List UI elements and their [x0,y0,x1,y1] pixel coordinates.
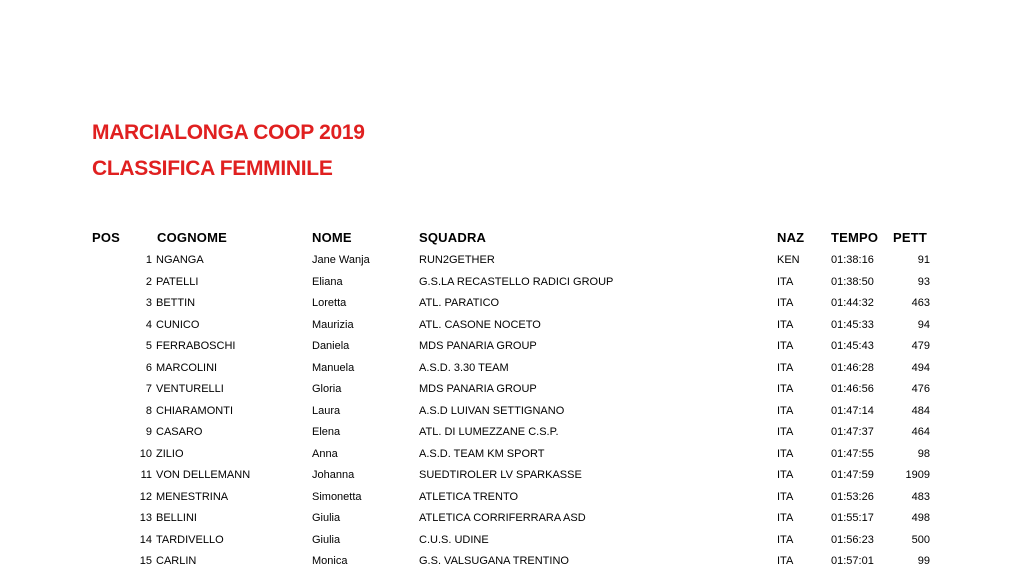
cell-pett: 99 [917,555,930,567]
document-title: MARCIALONGA COOP 2019 [92,121,365,144]
cell-naz: ITA [777,447,794,460]
cell-cognome: CHIARAMONTI [156,404,233,417]
cell-squadra: MDS PANARIA GROUP [419,340,537,352]
cell-pett: 500 [911,533,930,546]
cell-squadra: ATL. DI LUMEZZANE C.S.P. [419,426,559,438]
cell-cognome: MARCOLINI [156,361,218,374]
cell-tempo: 01:44:32 [831,297,874,309]
cell-squadra: G.S.LA RECASTELLO RADICI GROUP [419,275,614,288]
table-row [0,362,1024,383]
cell-nome: Manuela [312,361,355,374]
cell-pos: 9 [145,426,152,438]
cell-nome: Johanna [312,469,355,481]
cell-squadra: ATL. CASONE NOCETO [419,318,541,331]
cell-tempo: 01:38:16 [831,254,874,266]
header-tempo: TEMPO [831,230,879,245]
cell-pett: 479 [911,340,930,352]
cell-naz: ITA [777,533,794,546]
cell-pos: 6 [145,361,152,374]
cell-squadra: A.S.D. 3.30 TEAM [419,361,509,374]
cell-squadra: SUEDTIROLER LV SPARKASSE [419,469,582,481]
cell-nome: Simonetta [312,490,362,503]
cell-pett: 464 [911,426,930,438]
header-pos: POS [92,230,121,245]
table-row [0,254,1024,275]
cell-cognome: TARDIVELLO [156,533,224,546]
cell-nome: Eliana [312,275,343,288]
document-subtitle: CLASSIFICA FEMMINILE [92,157,333,180]
cell-pos: 10 [139,447,152,460]
cell-squadra: A.S.D. TEAM KM SPORT [419,447,545,460]
table-row [0,491,1024,512]
table-row [0,555,1024,576]
header-cognome: COGNOME [157,230,228,245]
cell-pett: 98 [917,447,930,460]
cell-cognome: MENESTRINA [156,490,229,503]
cell-pett: 494 [911,361,930,374]
cell-cognome: VENTURELLI [156,383,224,395]
cell-squadra: MDS PANARIA GROUP [419,383,537,395]
cell-pos: 12 [139,490,152,503]
cell-pos: 7 [145,383,152,395]
cell-pos: 11 [140,469,152,481]
cell-tempo: 01:46:28 [831,361,874,374]
cell-nome: Loretta [312,297,347,309]
table-row [0,448,1024,469]
table-row [0,469,1024,490]
cell-cognome: PATELLI [156,275,199,288]
cell-tempo: 01:53:26 [831,490,874,503]
cell-squadra: C.U.S. UDINE [419,533,489,546]
cell-pett: 94 [917,318,930,331]
table-row [0,276,1024,297]
cell-naz: ITA [777,275,794,288]
header-pett: PETT [893,230,928,245]
cell-cognome: CUNICO [156,318,200,331]
cell-nome: Laura [312,404,341,417]
cell-pos: 13 [139,512,152,524]
cell-squadra: ATLETICA TRENTO [419,490,519,503]
cell-tempo: 01:47:37 [831,426,874,438]
cell-tempo: 01:47:59 [831,469,874,481]
cell-tempo: 01:56:23 [831,533,874,546]
cell-squadra: G.S. VALSUGANA TRENTINO [419,555,569,567]
cell-naz: KEN [777,254,800,266]
cell-pos: 3 [145,297,152,309]
cell-naz: ITA [777,490,794,503]
cell-nome: Daniela [312,340,350,352]
cell-squadra: RUN2GETHER [419,254,495,266]
cell-pos: 15 [139,555,152,567]
cell-nome: Giulia [312,533,341,546]
cell-tempo: 01:45:33 [831,318,874,331]
cell-naz: ITA [777,426,794,438]
table-row [0,340,1024,361]
cell-pett: 484 [911,404,930,417]
cell-naz: ITA [777,340,794,352]
cell-nome: Elena [312,426,341,438]
header-nome: NOME [312,230,352,245]
table-row [0,534,1024,555]
cell-cognome: CASARO [156,426,203,438]
cell-nome: Anna [312,447,338,460]
cell-tempo: 01:46:56 [831,383,874,395]
cell-pett: 483 [911,490,930,503]
cell-cognome: CARLIN [156,555,197,567]
cell-cognome: BELLINI [156,512,197,524]
cell-naz: ITA [777,383,794,395]
cell-cognome: NGANGA [156,254,204,266]
cell-pos: 14 [139,533,152,546]
cell-cognome: ZILIO [156,447,184,460]
cell-nome: Jane Wanja [312,254,370,266]
cell-pett: 498 [911,512,930,524]
table-row [0,512,1024,533]
cell-tempo: 01:45:43 [831,340,874,352]
cell-tempo: 01:57:01 [831,555,874,567]
table-row [0,297,1024,318]
header-squadra: SQUADRA [419,230,487,245]
cell-cognome: FERRABOSCHI [156,340,236,352]
cell-squadra: ATL. PARATICO [419,297,500,309]
cell-cognome: BETTIN [156,297,196,309]
cell-pos: 5 [145,340,152,352]
table-row [0,383,1024,404]
cell-pett: 476 [911,383,930,395]
cell-pos: 1 [145,254,152,266]
cell-naz: ITA [777,297,794,309]
cell-pos: 8 [145,404,152,417]
cell-naz: ITA [777,469,794,481]
cell-nome: Giulia [312,512,341,524]
cell-naz: ITA [777,318,794,331]
table-row [0,426,1024,447]
cell-cognome: VON DELLEMANN [156,469,251,481]
cell-tempo: 01:55:17 [831,512,874,524]
header-naz: NAZ [777,230,805,245]
cell-nome: Monica [312,555,348,567]
table-row [0,319,1024,340]
cell-naz: ITA [777,361,794,374]
cell-squadra: A.S.D LUIVAN SETTIGNANO [419,404,565,417]
cell-pos: 4 [145,318,152,331]
cell-pett: 91 [917,254,930,266]
cell-pett: 463 [911,297,930,309]
cell-nome: Maurizia [312,318,354,331]
cell-naz: ITA [777,555,794,567]
cell-naz: ITA [777,512,794,524]
cell-tempo: 01:47:14 [831,404,874,417]
cell-pos: 2 [145,275,152,288]
cell-tempo: 01:47:55 [831,447,874,460]
cell-pett: 1909 [905,469,930,481]
cell-naz: ITA [777,404,794,417]
cell-squadra: ATLETICA CORRIFERRARA ASD [419,512,586,524]
cell-pett: 93 [917,275,930,288]
cell-tempo: 01:38:50 [831,275,874,288]
cell-nome: Gloria [312,383,342,395]
table-row [0,405,1024,426]
